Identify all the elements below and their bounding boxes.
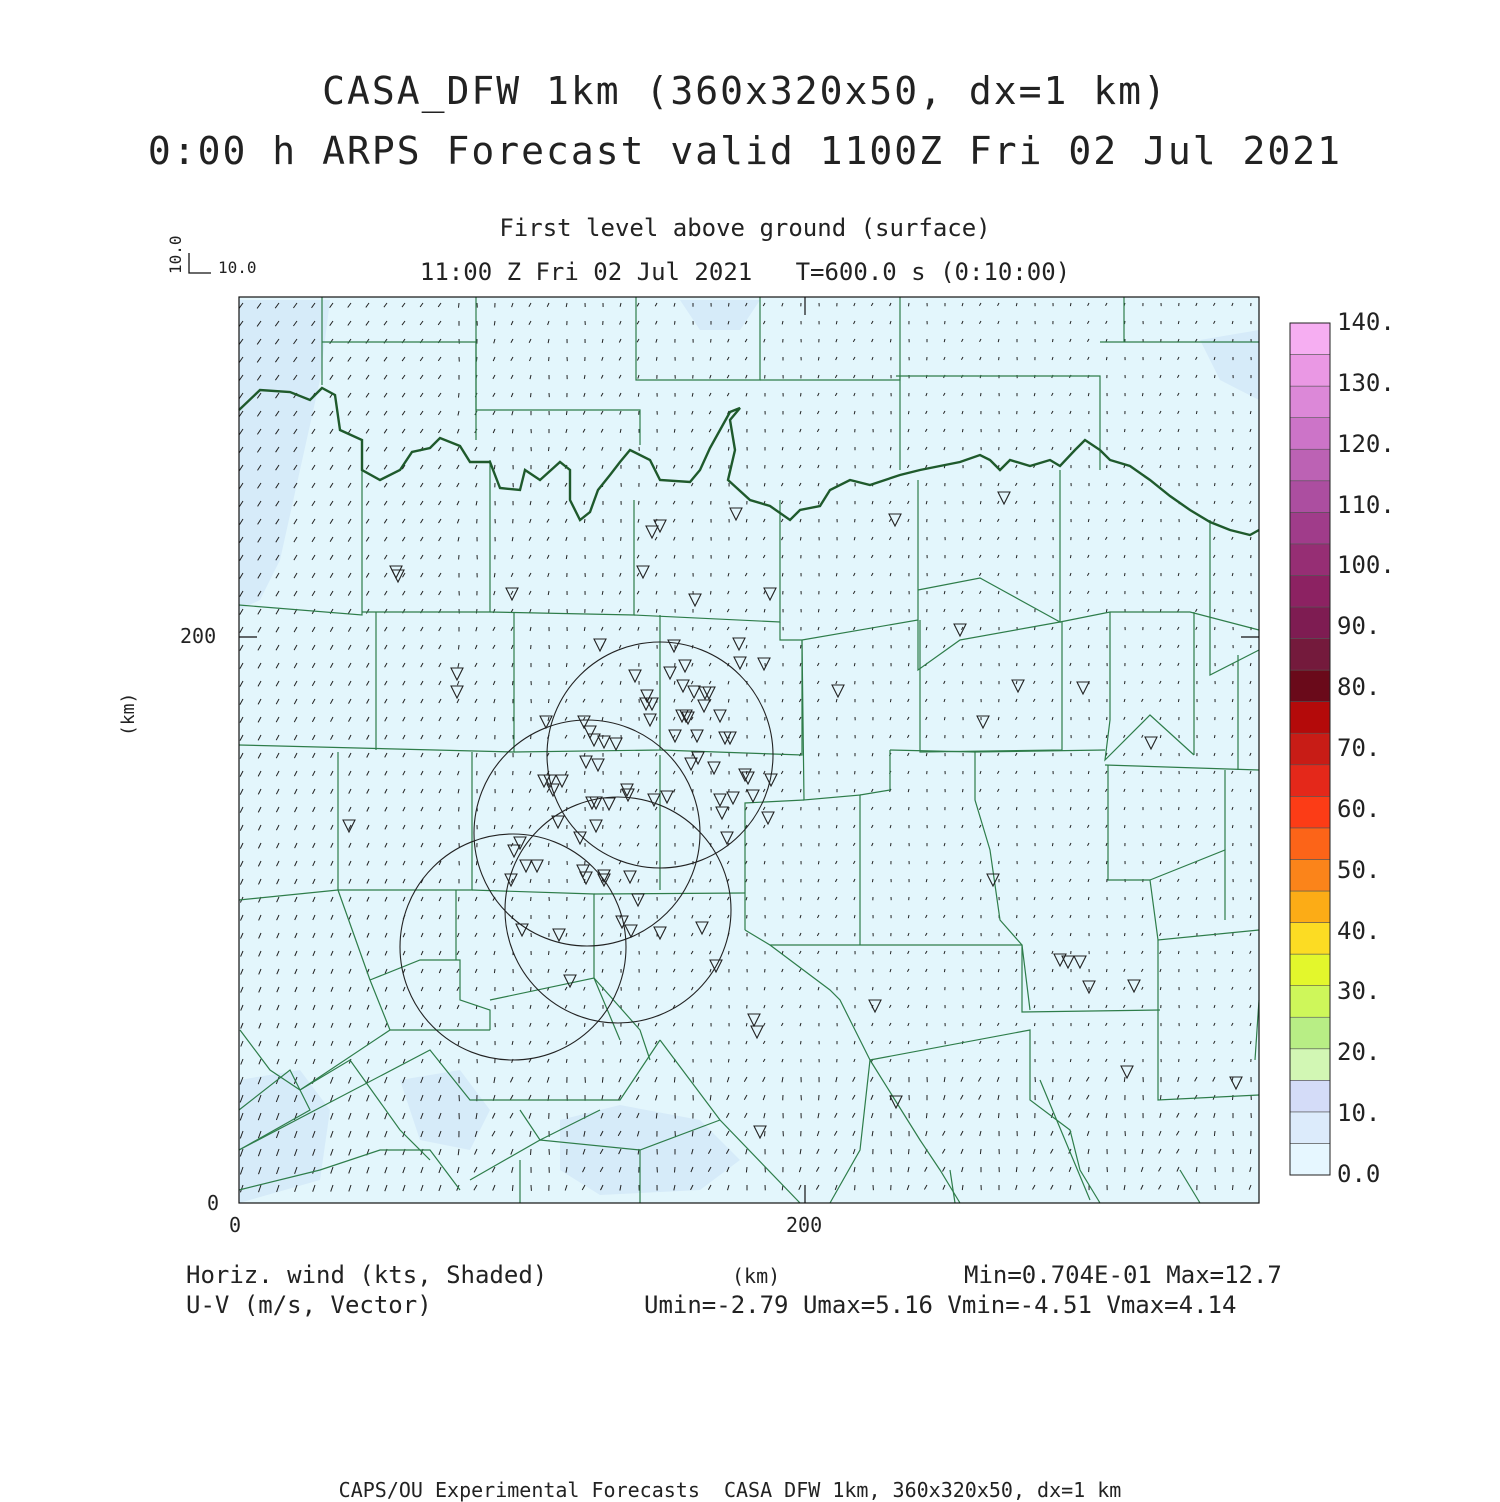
colorbar-swatch (1290, 1017, 1330, 1049)
wind-vector (476, 861, 477, 865)
colorbar-swatch (1290, 544, 1330, 576)
wind-vector (494, 465, 495, 469)
wind-vector (854, 663, 855, 666)
colorbar-swatch (1290, 418, 1330, 450)
colorbar-swatch (1290, 702, 1330, 734)
wind-vector (1178, 447, 1179, 450)
wind-vector (549, 699, 550, 703)
wind-vector (963, 681, 964, 684)
wind-vector (890, 339, 891, 342)
wind-vector (459, 393, 460, 398)
wind-vector (513, 681, 514, 685)
colorbar-swatch (1290, 1143, 1330, 1175)
wind-vector (1070, 933, 1071, 936)
colorbar-swatch (1290, 796, 1330, 828)
wind-vector (1035, 627, 1036, 630)
reference-vector-vertical-label: 10.0 (168, 235, 184, 274)
wind-vector (566, 1059, 567, 1063)
wind-vector (1160, 1095, 1161, 1100)
wind-vector (566, 663, 567, 667)
wind-vector (494, 573, 495, 577)
wind-vector (944, 969, 945, 972)
stats-min-max: Min=0.704E-01 Max=12.7 (964, 1263, 1282, 1287)
wind-vector (1197, 915, 1198, 918)
wind-vector (494, 321, 495, 325)
colorbar-swatch (1290, 765, 1330, 797)
wind-vector (1232, 951, 1233, 954)
wind-vector (566, 915, 567, 919)
wind-vector (1052, 843, 1053, 846)
wind-vector (980, 753, 981, 756)
wind-vector (980, 1149, 981, 1154)
wind-vector (1197, 519, 1198, 522)
wind-vector (1250, 537, 1251, 540)
wind-vector (710, 735, 711, 739)
wind-vector (980, 1005, 981, 1008)
x-axis-label: (km) (732, 1266, 780, 1286)
wind-vector (512, 1185, 513, 1191)
wind-vector (962, 429, 963, 432)
wind-vector (728, 807, 729, 810)
wind-vector (1053, 339, 1054, 342)
wind-vector (909, 303, 910, 306)
colorbar-swatch (1290, 1080, 1330, 1112)
wind-vector (891, 591, 892, 594)
wind-vector (818, 609, 819, 612)
wind-vector (674, 1077, 675, 1083)
wind-vector (638, 393, 639, 397)
wind-vector (657, 861, 658, 865)
wind-vector (800, 789, 801, 792)
colorbar-label: 130. (1337, 371, 1395, 395)
wind-vector (746, 519, 747, 522)
wind-vector (459, 303, 460, 308)
wind-vector (513, 933, 514, 937)
colorbar-swatch (1290, 986, 1330, 1018)
wind-vector (836, 825, 837, 828)
wind-vector (926, 1005, 927, 1008)
wind-vector (656, 465, 657, 469)
wind-vector (1178, 321, 1179, 324)
map-title-line2: 0:00 h ARPS Forecast valid 1100Z Fri 02 Jul 2021 (0, 132, 1490, 170)
wind-vector (1214, 987, 1215, 990)
wind-vector (531, 393, 532, 397)
wind-vector (584, 519, 585, 523)
map-subtitle-time: 11:00 Z Fri 02 Jul 2021 T=600.0 s (0:10:00) (0, 260, 1490, 284)
colorbar-swatch (1290, 355, 1330, 387)
wind-vector (639, 501, 640, 505)
wind-vector (639, 753, 640, 757)
wind-vector (1088, 897, 1089, 900)
wind-vector (675, 1167, 676, 1173)
wind-vector (638, 645, 639, 649)
wind-vector (1016, 1167, 1017, 1172)
wind-vector (1250, 411, 1251, 414)
wind-vector (963, 933, 964, 936)
wind-vector (1250, 663, 1251, 666)
wind-vector (711, 591, 712, 595)
wind-vector (1088, 393, 1089, 396)
colorbar-swatch (1290, 1112, 1330, 1144)
wind-vector (675, 573, 676, 577)
wind-vector (656, 969, 657, 973)
wind-vector (1125, 825, 1126, 828)
wind-vector (585, 1023, 586, 1027)
wind-vector (1016, 555, 1017, 558)
colorbar-swatch (1290, 481, 1330, 513)
wind-vector (675, 321, 676, 325)
wind-vector (891, 447, 892, 450)
wind-vector (1178, 699, 1179, 702)
colorbar-label: 40. (1337, 919, 1380, 943)
wind-vector (1053, 591, 1054, 594)
colorbar-label: 0.0 (1337, 1162, 1380, 1186)
wind-vector (512, 429, 513, 433)
footer-credit: CAPS/OU Experimental Forecasts CASA DFW 1km, 360x320x50, dx=1 km (0, 1480, 1460, 1500)
wind-vector (1196, 411, 1197, 414)
wind-vector (1106, 609, 1107, 612)
wind-vector (980, 501, 981, 504)
wind-vector (1125, 573, 1126, 576)
colorbar-label: 30. (1337, 979, 1380, 1003)
colorbar-label: 120. (1337, 432, 1395, 456)
wind-vector (908, 411, 909, 414)
colorbar-swatch (1290, 639, 1330, 671)
wind-vector (765, 1131, 766, 1136)
wind-vector (1125, 933, 1126, 936)
wind-vector (1160, 735, 1161, 738)
wind-vector (459, 897, 460, 901)
colorbar (1290, 323, 1330, 1175)
wind-vector (890, 699, 891, 702)
wind-vector (729, 951, 730, 954)
wind-vector (746, 1167, 747, 1172)
wind-vector (764, 483, 765, 486)
wind-vector (1160, 987, 1161, 990)
wind-vector (584, 375, 585, 379)
wind-vector (620, 933, 621, 937)
colorbar-swatch (1290, 575, 1330, 607)
wind-vector (801, 645, 802, 648)
wind-vector (782, 825, 783, 828)
wind-vector (1053, 735, 1054, 738)
wind-vector (1035, 771, 1036, 774)
wind-vector (819, 753, 820, 756)
wind-vector (692, 1131, 693, 1136)
wind-vector (746, 1023, 747, 1026)
wind-vector (890, 951, 891, 954)
wind-vector (1215, 375, 1216, 378)
wind-vector (1035, 879, 1036, 882)
wind-vector (494, 717, 495, 721)
wind-vector (1124, 1077, 1125, 1082)
legend-vector-field: U-V (m/s, Vector) (186, 1293, 432, 1317)
wind-vector (1160, 357, 1161, 360)
wind-vector (674, 429, 675, 433)
colorbar-label: 50. (1337, 858, 1380, 882)
wind-vector (584, 627, 585, 631)
wind-vector (728, 1059, 729, 1062)
wind-vector (1107, 969, 1108, 972)
wind-vector (873, 987, 874, 990)
wind-vector (1070, 303, 1071, 306)
colorbar-swatch (1290, 733, 1330, 765)
colorbar-swatch (1290, 828, 1330, 860)
wind-vector (1178, 951, 1179, 954)
wind-vector (1250, 789, 1251, 792)
wind-vector (801, 393, 802, 396)
wind-vector (926, 627, 927, 630)
wind-vector (656, 609, 657, 613)
wind-vector (873, 735, 874, 738)
wind-vector (1070, 1059, 1071, 1062)
wind-vector (836, 321, 837, 324)
reference-vector (189, 253, 211, 273)
wind-vector (1214, 735, 1215, 738)
wind-vector (1197, 771, 1198, 774)
colorbar-label: 90. (1337, 614, 1380, 638)
wind-vector (872, 375, 873, 378)
wind-vector (1232, 825, 1233, 828)
wind-vector (944, 717, 945, 720)
colorbar-label: 140. (1337, 310, 1395, 334)
wind-vector (1088, 519, 1089, 522)
wind-vector (1088, 645, 1089, 648)
colorbar-swatch (1290, 323, 1330, 355)
wind-vector (656, 717, 657, 721)
wind-vector (692, 1023, 693, 1026)
wind-vector (1053, 483, 1054, 486)
wind-vector (926, 1113, 927, 1118)
wind-vector (656, 1113, 657, 1119)
wind-vector (729, 303, 730, 307)
wind-vector (1232, 699, 1233, 702)
wind-vector (963, 789, 964, 792)
wind-vector (1106, 357, 1107, 360)
wind-vector (981, 393, 982, 396)
wind-vector (747, 411, 748, 415)
wind-vector (638, 1005, 639, 1009)
stats-u-v-range: Umin=-2.79 Umax=5.16 Vmin=-4.51 Vmax=4.14 (644, 1293, 1236, 1317)
wind-vector (674, 681, 675, 685)
colorbar-label: 100. (1337, 553, 1395, 577)
wind-vector (872, 879, 873, 882)
wind-vector (818, 357, 819, 360)
wind-vector (585, 771, 586, 775)
wind-vector (531, 1149, 532, 1155)
wind-vector (1232, 447, 1233, 450)
map-title-line1: CASA_DFW 1km (360x320x50, dx=1 km) (0, 72, 1490, 110)
colorbar-swatch (1290, 923, 1330, 955)
x-tick-label: 0 (229, 1215, 241, 1235)
colorbar-swatch (1290, 449, 1330, 481)
wind-vector (1070, 807, 1071, 810)
wind-vector (728, 555, 729, 559)
wind-vector (819, 501, 820, 504)
wind-vector (638, 897, 639, 901)
reference-vector-horizontal-label: 10.0 (218, 260, 257, 276)
wind-vector (1160, 483, 1161, 486)
colorbar-swatch (1290, 1049, 1330, 1081)
wind-vector (549, 447, 550, 451)
wind-vector (962, 1185, 963, 1190)
colorbar-swatch (1290, 607, 1330, 639)
wind-vector (909, 1149, 910, 1154)
wind-vector (1160, 861, 1161, 864)
y-tick-label: 0 (207, 1193, 219, 1213)
colorbar-swatch (1290, 859, 1330, 891)
y-axis-label: (km) (120, 693, 138, 736)
wind-vector (999, 1113, 1000, 1118)
wind-vector (1106, 861, 1107, 864)
wind-vector (566, 555, 567, 559)
y-tick-label: 200 (180, 626, 216, 646)
wind-vector (998, 843, 999, 846)
wind-vector (836, 573, 837, 576)
wind-vector (1214, 1131, 1215, 1136)
wind-vector (963, 537, 964, 540)
wind-vector (1125, 429, 1126, 432)
wind-vector (926, 753, 927, 756)
wind-vector (1070, 555, 1071, 558)
wind-vector (728, 447, 729, 451)
wind-vector (459, 645, 460, 650)
wind-vector (1088, 771, 1089, 774)
wind-vector (549, 951, 550, 955)
wind-vector (1142, 897, 1143, 900)
colorbar-swatch (1290, 954, 1330, 986)
wind-vector (621, 1041, 622, 1045)
wind-vector (782, 573, 783, 576)
colorbar-label: 60. (1337, 797, 1380, 821)
wind-vector (1016, 1059, 1017, 1062)
wind-vector (1035, 1023, 1036, 1026)
legend-shaded-field: Horiz. wind (kts, Shaded) (186, 1263, 547, 1287)
x-tick-label: 200 (786, 1215, 822, 1235)
wind-vector (1197, 663, 1198, 666)
wind-vector (656, 357, 657, 361)
map-subtitle-level: First level above ground (surface) (0, 216, 1490, 240)
wind-vector (998, 969, 999, 972)
wind-vector (1233, 1185, 1234, 1190)
wind-vector (476, 609, 477, 613)
wind-vector (1142, 393, 1143, 396)
wind-vector (1125, 681, 1126, 684)
wind-vector (710, 483, 711, 487)
colorbar-swatch (1290, 670, 1330, 702)
wind-vector (818, 861, 819, 864)
wind-vector (1034, 519, 1035, 522)
wind-vector (801, 897, 802, 900)
wind-vector (1250, 1149, 1251, 1154)
colorbar-label: 10. (1337, 1101, 1380, 1125)
colorbar-label: 70. (1337, 736, 1380, 760)
colorbar-label: 80. (1337, 675, 1380, 699)
wind-vector (747, 663, 748, 666)
wind-vector (566, 411, 567, 415)
colorbar-swatch (1290, 891, 1330, 923)
wind-vector (710, 987, 711, 990)
wind-vector (891, 843, 892, 846)
wind-vector (602, 1077, 603, 1083)
wind-vector (728, 699, 729, 703)
wind-vector (801, 1041, 802, 1044)
wind-vector (494, 969, 495, 973)
colorbar-label: 20. (1337, 1040, 1380, 1064)
colorbar-label: 110. (1337, 493, 1395, 517)
colorbar-swatch (1290, 512, 1330, 544)
wind-vector (1215, 483, 1216, 486)
wind-vector (854, 915, 855, 918)
wind-vector (908, 663, 909, 666)
wind-vector (998, 717, 999, 720)
wind-vector (1016, 303, 1017, 306)
colorbar-swatch (1290, 386, 1330, 418)
wind-vector (908, 915, 909, 918)
wind-vector (494, 825, 495, 829)
wind-vector (1142, 645, 1143, 648)
wind-vector (1016, 807, 1017, 810)
wind-vector (1197, 1023, 1198, 1026)
wind-vector (800, 537, 801, 540)
wind-vector (1250, 1041, 1251, 1044)
